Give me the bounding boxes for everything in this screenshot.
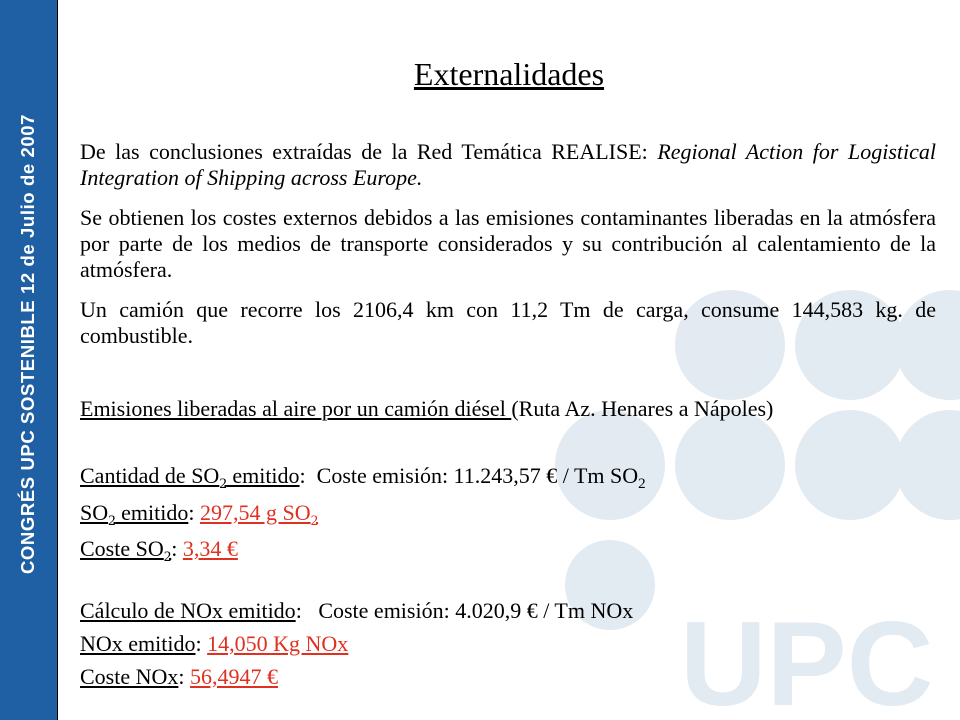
intro-text: De las conclusiones extraídas de la Red Temática REALISE: bbox=[80, 139, 658, 164]
so2-cost-value: 3,34 € bbox=[182, 536, 238, 561]
sidebar-banner bbox=[0, 0, 58, 720]
nox-cost-value: 56,4947 € bbox=[190, 664, 279, 689]
nox-cost-rate: Coste emisión: 4.020,9 € / Tm NOx bbox=[318, 598, 634, 623]
emissions-heading-label: Emisiones liberadas al aire por un camión diésel bbox=[80, 396, 512, 421]
upc-logo-letters: UPC bbox=[680, 597, 934, 720]
truck-consumption-paragraph: Un camión que recorre los 2106,4 km con 11,2 Tm de carga, consume 144,583 kg. de combustible. bbox=[80, 297, 936, 348]
nox-cost-line: Coste NOx: 56,4947 € bbox=[80, 664, 279, 689]
so2-calc-line: Cantidad de $SO_2$ emitido: Coste emisión: 11.243,57 € / Tm $SO_2$ bbox=[80, 463, 646, 492]
so2-calc-label: Cantidad de $SO_2$ emitido bbox=[80, 463, 300, 492]
nox-emitted-label: NOx emitido bbox=[80, 631, 196, 656]
so2-cost-line: Coste $SO_2$: 3,34 € bbox=[80, 536, 238, 565]
nox-emitted-line: NOx emitido: 14,050 Kg NOx bbox=[80, 631, 349, 656]
so2-cost-label: Coste $SO_2$ bbox=[80, 536, 172, 565]
nox-calc-line: Cálculo de NOx emitido: Coste emisión: 4.020,9 € / Tm NOx bbox=[80, 598, 634, 623]
so2-emitted-value: 297,54 g $SO_2$ bbox=[199, 500, 319, 529]
so2-emitted-label: $SO_2$ emitido bbox=[80, 500, 189, 529]
intro-paragraph bbox=[80, 139, 936, 191]
emissions-heading bbox=[80, 396, 773, 422]
realise-full-name: Regional Action for Logistical Integration of Shipping across Europe. bbox=[80, 139, 936, 190]
nox-calc-label: Cálculo de NOx emitido bbox=[80, 598, 296, 623]
external-costs-paragraph: Se obtienen los costes externos debidos a las emisiones contaminantes liberadas en la atmósfera por parte de los medios de transporte considerados y su contribución al calentamiento de la atmósfera. bbox=[80, 205, 936, 282]
so2-emitted-line: $SO_2$ emitido: 297,54 g $SO_2$ bbox=[80, 500, 319, 529]
so2-cost-rate: Coste emisión: 11.243,57 € / Tm $SO_2$ bbox=[316, 463, 646, 492]
sidebar-conference-text: CONGRÉS UPC SOSTENIBLE 12 de Julio de 2007 bbox=[17, 113, 38, 575]
slide-title: Externalidades bbox=[413, 56, 605, 92]
nox-emitted-value: 14,050 Kg NOx bbox=[207, 631, 349, 656]
nox-cost-label: Coste NOx bbox=[80, 664, 179, 689]
emissions-route: (Ruta Az. Henares a Nápoles) bbox=[511, 396, 774, 421]
